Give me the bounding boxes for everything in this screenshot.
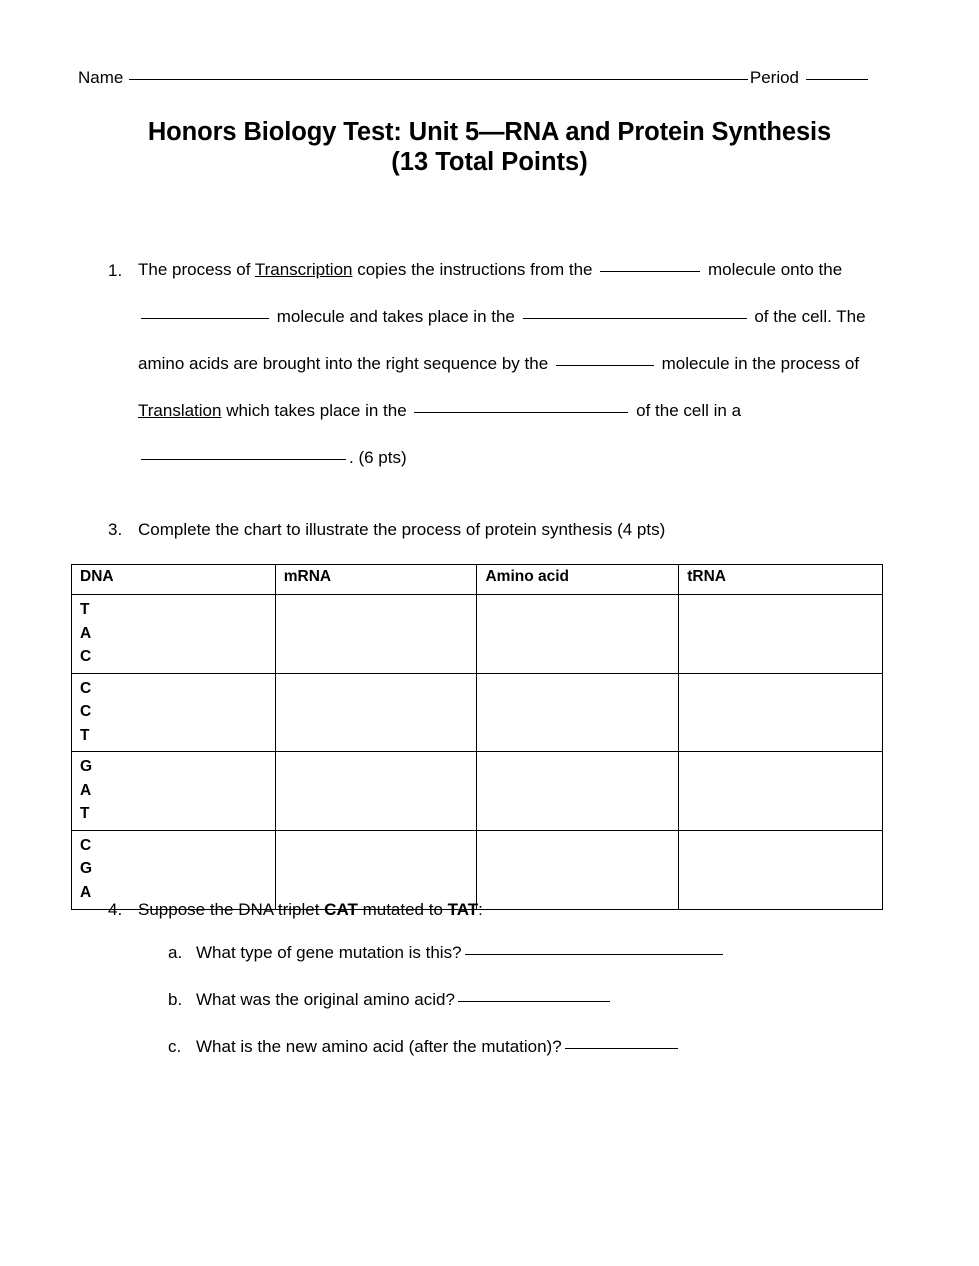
amino-acid-answer-cell[interactable]: [477, 673, 679, 752]
table-header-row: [72, 565, 883, 595]
column-header-amino-acid: Amino acid: [477, 565, 679, 595]
q1-l2-text-a: molecule and takes place in the: [272, 307, 520, 326]
dna-codon-cell: G A T: [72, 752, 276, 831]
q1-l3-text-b: molecule in the process of: [656, 354, 860, 373]
q4a-answer-blank[interactable]: [465, 954, 723, 955]
question-1-body: [138, 261, 908, 496]
name-blank-line[interactable]: [129, 79, 748, 80]
q1-l1-text-a: The process of: [138, 260, 255, 279]
question-3-number: 3.: [108, 520, 123, 539]
trna-answer-cell[interactable]: [679, 673, 883, 752]
trna-answer-cell[interactable]: [679, 595, 883, 674]
question-4a: [168, 944, 928, 991]
title-main: Honors Biology Test: Unit 5—RNA and Protein Synthesis: [147, 118, 832, 146]
q4-mutated-triplet: TAT: [447, 900, 479, 919]
q4b-label: b.: [168, 990, 183, 1009]
question-1-line-1: [138, 261, 908, 308]
trna-answer-cell[interactable]: [679, 830, 883, 909]
question-4c: [168, 1038, 928, 1085]
question-4: [108, 900, 928, 1085]
q1-blank-3[interactable]: [523, 318, 747, 319]
question-1-line-4: [138, 402, 908, 449]
q1-l4-text-a: which takes place in the: [221, 401, 412, 420]
amino-acid-answer-cell[interactable]: [477, 595, 679, 674]
q1-blank-5[interactable]: [414, 412, 628, 413]
dna-codon-cell: C C T: [72, 673, 276, 752]
q4c-label: c.: [168, 1037, 182, 1056]
table-row: [72, 830, 883, 909]
question-1-line-3: [138, 355, 908, 402]
table-row: [72, 595, 883, 674]
q1-blank-6[interactable]: [141, 459, 346, 460]
question-1-number: 1.: [108, 261, 123, 280]
q4a-text: What type of gene mutation is this?: [196, 943, 462, 962]
q4-stem-text-b: mutated to: [357, 900, 448, 919]
mrna-answer-cell[interactable]: [275, 752, 477, 831]
question-3-text: Complete the chart to illustrate the process of protein synthesis (4 pts): [138, 520, 666, 539]
q1-blank-4[interactable]: [556, 365, 654, 366]
q4-stem-text-c: :: [478, 900, 483, 919]
q4-original-triplet: CAT: [324, 900, 358, 919]
q4a-label: a.: [168, 943, 183, 962]
column-header-dna: DNA: [72, 565, 276, 595]
q4-stem-text-a: Suppose the DNA triplet: [138, 900, 325, 919]
question-4-stem: [138, 900, 928, 920]
q1-blank-1[interactable]: [600, 271, 700, 272]
table-row: [72, 673, 883, 752]
question-1-line-2: [138, 308, 908, 355]
mrna-answer-cell[interactable]: [275, 830, 477, 909]
q1-l4-text-b: of the cell in a: [631, 401, 742, 420]
protein-synthesis-table: [71, 564, 883, 910]
q1-l5-text-a: . (6 pts): [349, 448, 407, 467]
q1-blank-2[interactable]: [141, 318, 269, 319]
amino-acid-answer-cell[interactable]: [477, 830, 679, 909]
page-title: [0, 118, 979, 177]
title-subtitle: (13 Total Points): [391, 148, 588, 177]
question-1-line-5: [138, 449, 908, 496]
student-info-header: [78, 68, 868, 88]
q1-term-translation: Translation: [138, 401, 222, 420]
question-4-number: 4.: [108, 900, 123, 919]
question-4b: [168, 991, 928, 1038]
q1-l1-text-b: copies the instructions from the: [352, 260, 598, 279]
column-header-mrna: mRNA: [275, 565, 477, 595]
name-label: Name: [78, 68, 124, 87]
q1-l1-text-c: molecule onto the: [703, 260, 843, 279]
question-4-subparts: [168, 944, 928, 1085]
dna-codon-cell: C G A: [72, 830, 276, 909]
q4b-text: What was the original amino acid?: [196, 990, 455, 1009]
q4c-answer-blank[interactable]: [565, 1048, 678, 1049]
q1-term-transcription: Transcription: [254, 260, 353, 279]
question-1: [108, 261, 908, 496]
q1-l3-text-a: amino acids are brought into the right sequence by the: [138, 354, 553, 373]
period-blank-line[interactable]: [806, 79, 868, 80]
trna-answer-cell[interactable]: [679, 752, 883, 831]
mrna-answer-cell[interactable]: [275, 673, 477, 752]
column-header-trna: tRNA: [679, 565, 883, 595]
q4b-answer-blank[interactable]: [458, 1001, 610, 1002]
period-label: Period: [749, 68, 799, 87]
table-row: [72, 752, 883, 831]
mrna-answer-cell[interactable]: [275, 595, 477, 674]
amino-acid-answer-cell[interactable]: [477, 752, 679, 831]
q1-l2-text-b: of the cell. The: [749, 307, 866, 326]
question-3: [108, 520, 908, 540]
q4c-text: What is the new amino acid (after the mutation)?: [196, 1037, 562, 1056]
dna-codon-cell: T A C: [72, 595, 276, 674]
